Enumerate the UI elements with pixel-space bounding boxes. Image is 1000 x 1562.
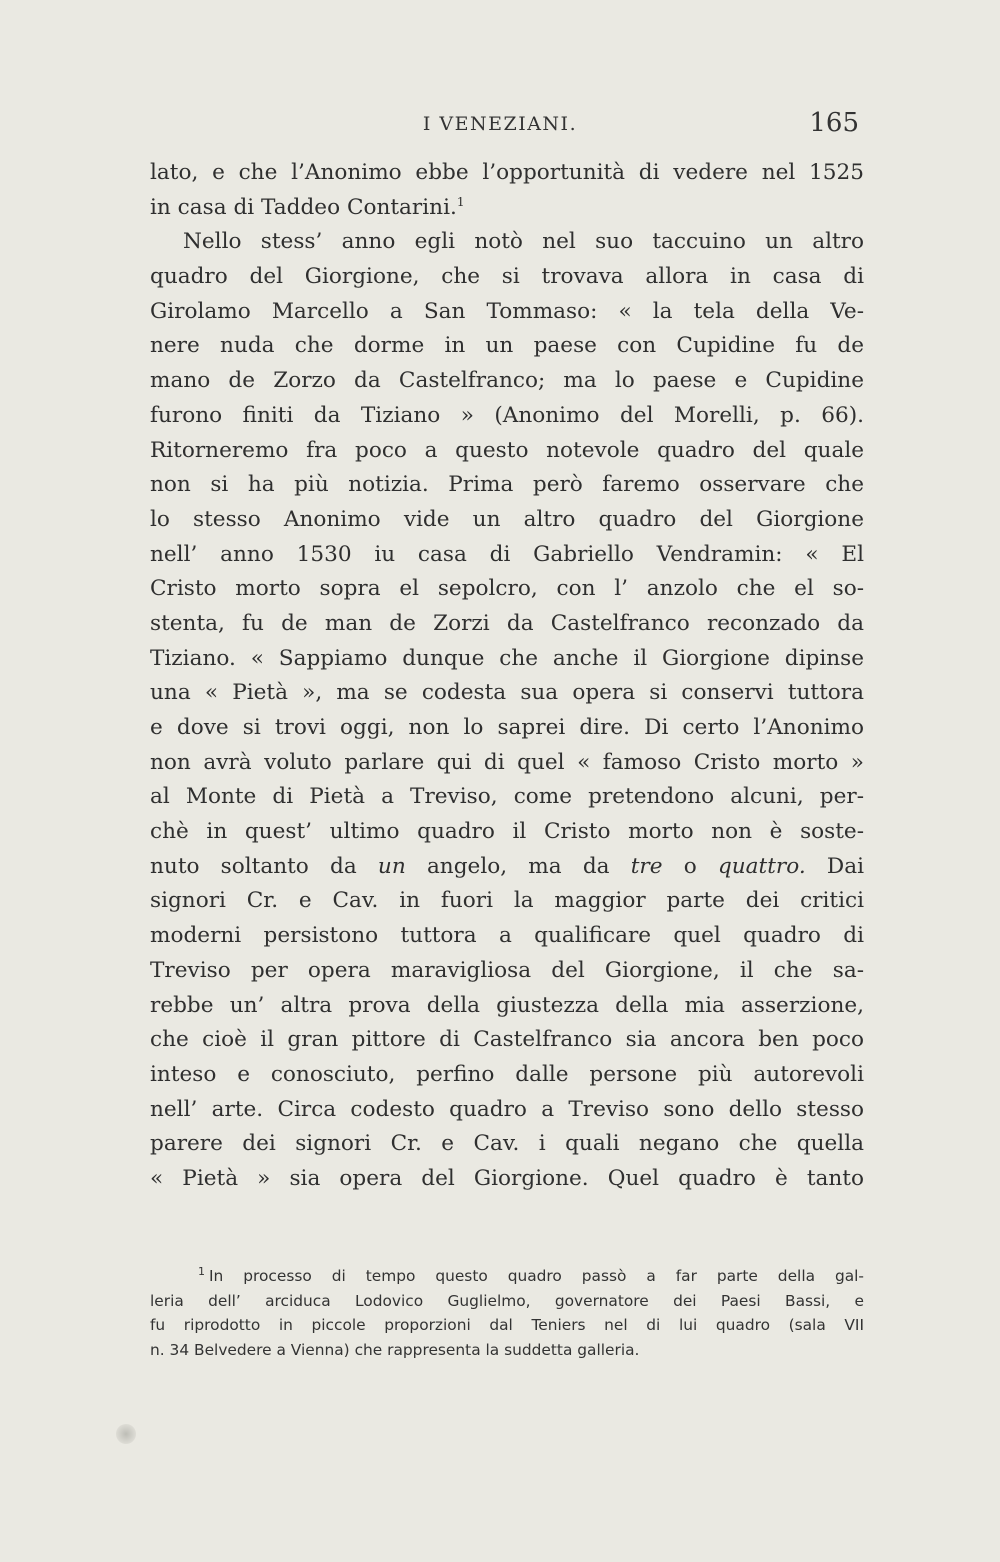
text-line: nell’ anno 1530 iu casa di Gabriello Vendramin: « El (150, 541, 864, 567)
text-line: e dove si trovi oggi, non lo saprei dire. Di certo l’Anonimo (150, 715, 864, 740)
text-fragment: nuto soltanto da (150, 853, 357, 879)
text-line: nere nuda che dorme in un paese con Cupidine fu de (150, 333, 864, 359)
text-line: al Monte di Pietà a Treviso, come pretendono alcuni, per- (150, 784, 864, 810)
text-line: rebbe un’ altra prova della giustezza della mia asserzione, (150, 992, 864, 1018)
footnote-line: n. 34 Belvedere a Vienna) che rappresenta la suddetta galleria. (150, 1340, 640, 1359)
text-line: Cristo morto sopra el sepolcro, con l’ anzolo che el so- (150, 576, 864, 602)
running-title: I VENEZIANI. (422, 113, 578, 135)
footnote (150, 1264, 864, 1362)
footnote-line: leria dell’ arciduca Lodovico Guglielmo, governatore dei Paesi Bassi, e (150, 1291, 864, 1310)
page-number: 165 (809, 108, 859, 138)
text-line: Nello stess’ anno egli notò nel suo taccuino un altro (183, 229, 864, 255)
text-line: Treviso per opera maravigliosa del Giorgione, il che sa- (150, 957, 864, 983)
italic-word: quattro. (717, 853, 806, 879)
text-line: Girolamo Marcello a San Tommaso: « la tela della Ve- (150, 298, 864, 324)
text-line: moderni persistono tuttora a qualificare quel quadro di (150, 923, 864, 949)
text-line: inteso e conosciuto, perfino dalle persone più autorevoli (150, 1061, 864, 1087)
text-line: chè in quest’ ultimo quadro il Cristo morto non è soste- (150, 819, 864, 845)
text-line (150, 191, 864, 226)
footnote-mark: 1 (198, 1264, 205, 1278)
text-line: quadro del Giorgione, che si trovava allora in casa di (150, 264, 864, 290)
text-line: non avrà voluto parlare qui di quel « famoso Cristo morto » (150, 749, 864, 775)
italic-word: tre (630, 853, 663, 879)
main-text (150, 156, 864, 1197)
footnote-line (150, 1264, 864, 1289)
text-fragment: Dai (826, 853, 865, 879)
text-line: non si ha più notizia. Prima però faremo osservare che (150, 472, 864, 498)
text-line: furono finiti da Tiziano » (Anonimo del Morelli, p. 66). (150, 402, 864, 428)
text-line: mano de Zorzo da Castelfranco; ma lo paese e Cupidine (150, 368, 864, 394)
text-line: lo stesso Anonimo vide un altro quadro del Giorgione (150, 506, 864, 532)
text-line: stenta, fu de man de Zorzi da Castelfranco reconzado da (150, 610, 864, 636)
paper-stain (116, 1424, 136, 1444)
footnote-text: In processo di tempo questo quadro passò a far parte della gal- (209, 1267, 864, 1285)
text-line: che cioè il gran pittore di Castelfranco sia ancora ben poco (150, 1027, 864, 1053)
italic-word: un (377, 853, 406, 879)
text-line: Ritorneremo fra poco a questo notevole quadro del quale (150, 437, 864, 463)
text-line: « Pietà » sia opera del Giorgione. Quel quadro è tanto (150, 1165, 864, 1191)
footnote-line: fu riprodotto in piccole proporzioni dal Teniers nel di lui quadro (sala VII (150, 1316, 864, 1334)
text-line: Tiziano. « Sappiamo dunque che anche il Giorgione dipinse (150, 645, 864, 671)
text-line: una « Pietà », ma se codesta sua opera si conservi tuttora (150, 680, 864, 706)
text-line: signori Cr. e Cav. in fuori la maggior parte dei critici (150, 888, 864, 914)
text-fragment: o (683, 853, 697, 879)
text-fragment: angelo, ma da (426, 853, 610, 879)
text-line: nell’ arte. Circa codesto quadro a Treviso sono dello stesso (150, 1096, 864, 1122)
text-fragment: in casa di Taddeo Contarini. (150, 194, 457, 220)
footnote-reference: 1 (456, 194, 465, 209)
text-line (150, 850, 864, 885)
text-line: lato, e che l’Anonimo ebbe l’opportunità di vedere nel 1525 (150, 160, 864, 185)
text-line: parere dei signori Cr. e Cav. i quali negano che quella (150, 1131, 864, 1157)
